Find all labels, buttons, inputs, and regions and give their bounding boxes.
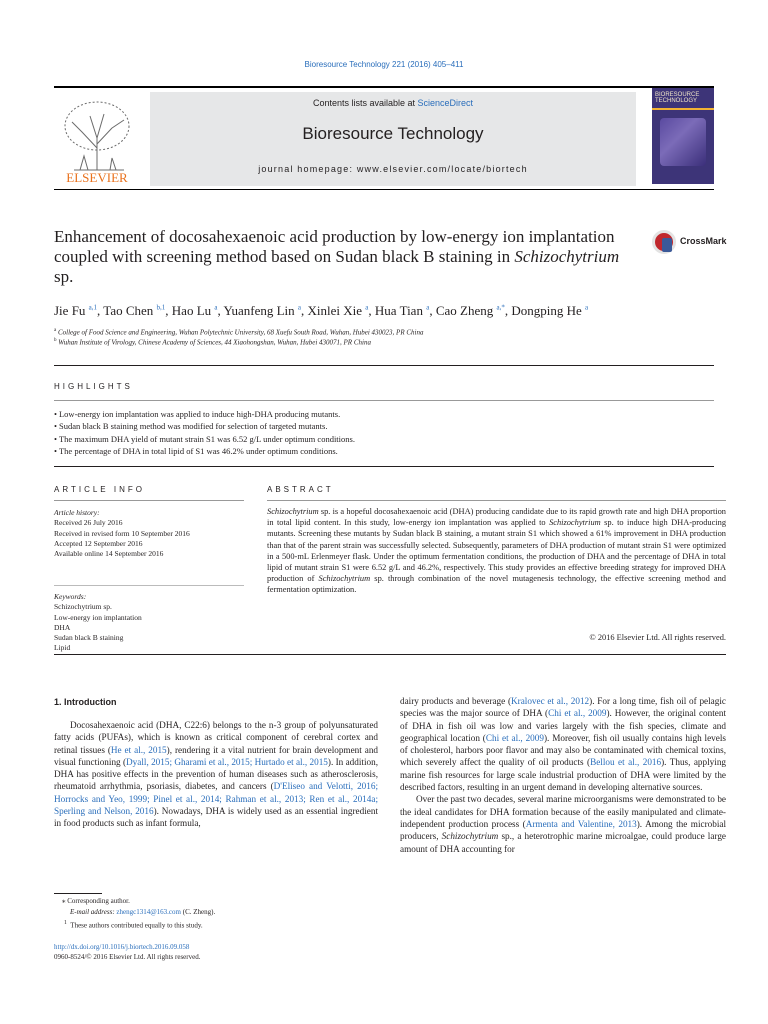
highlight-item: • The maximum DHA yield of mutant strain S1 was 6.52 g/L under optimum conditions. bbox=[54, 433, 714, 445]
keywords-label: Keywords: bbox=[54, 592, 87, 601]
divider bbox=[54, 500, 244, 501]
email-link[interactable]: zhengc1314@163.com bbox=[116, 908, 181, 916]
crossmark-icon bbox=[652, 230, 676, 254]
reference-link[interactable]: D'Eliseo and Velotti, 2016; Horrocks and Yeo, 1999; Pinel et al., 2014; Rahman et al., 2013; Ren et al., 2014a; Sperling and Nelson, 2016 bbox=[54, 781, 378, 817]
body-column-left bbox=[54, 719, 378, 830]
title-species: Schizochytrium bbox=[514, 247, 620, 266]
section-heading-introduction: 1. Introduction bbox=[54, 697, 117, 707]
crossmark-label: CrossMark bbox=[680, 236, 727, 246]
author[interactable]: Dongping He $^a$ bbox=[511, 303, 589, 318]
journal-homepage[interactable]: journal homepage: www.elsevier.com/locate/biortech bbox=[258, 164, 528, 174]
divider bbox=[54, 365, 714, 366]
masthead-banner bbox=[150, 92, 636, 186]
divider bbox=[54, 400, 714, 401]
reference-link[interactable]: Armenta and Valentine, 2013 bbox=[525, 818, 637, 829]
author[interactable]: Cao Zheng $^{a,*}$ bbox=[435, 303, 505, 318]
article-title bbox=[54, 227, 634, 287]
journal-name: Bioresource Technology bbox=[302, 124, 484, 143]
reference-link[interactable]: Kralovec et al., 2012 bbox=[511, 696, 590, 706]
crossmark-badge[interactable] bbox=[652, 230, 732, 258]
paragraph: Docosahexaenoic acid (DHA, C22:6) belongs to the n-3 group of polyunsaturated fatty acids (PUFAs), which is known as critical component of cerebral cortex and retinal tissues (He et al., 2015), rendering it a vital nutrient for brain development and visual functioning (Dyall, 2015; Gharami et al., 2015; Hurtado et al., 2015). In addition, DHA has positive effects in the prevention of human diseases such as atherosclerosis, rheumatoid arrhythmia, psoriasis, diabetes, and cancers (D'Eliseo and Velotti, 2016; Horrocks and Yeo, 1999; Pinel et al., 2014; Rahman et al., 2013; Ren et al., 2014a; Sperling and Nelson, 2016). Nowadays, DHA is widely used as an essential ingredient in food products such as infant formula, bbox=[54, 720, 379, 829]
history-item: Received 26 July 2016 bbox=[54, 518, 123, 528]
journal-citation[interactable]: Bioresource Technology 221 (2016) 405–411 bbox=[304, 60, 464, 69]
paragraph: dairy products and beverage (Kralovec et al., 2012). For a long time, fish oil of pelagic species was the major source of DHA (Chi et al., 2009). However, the original content of DHA in fish oil was low and varies largely with the fish species, climate and geographical location (Chi et al., 2009). Moreover, fish oil usually contains high levels of cholesterol, harbors poor flavor and may also be contaminated with chemical toxins, which severely affect the quality of oil products (Bellou et al., 2016). Thus, applying marine fish resources for large scale industrial production of DHA were limited by the described factors, resulting in an urgent demand in developing alternative sources. bbox=[400, 696, 727, 793]
sciencedirect-link[interactable]: ScienceDirect bbox=[417, 98, 474, 108]
author[interactable]: Hao Lu $^a$ bbox=[171, 303, 218, 318]
highlights-heading: HIGHLIGHTS bbox=[54, 382, 133, 391]
journal-masthead bbox=[54, 86, 714, 190]
cover-stripe bbox=[652, 108, 714, 110]
title-main: Enhancement of docosahexaenoic acid production by low-energy ion implantation coupled with screening method based on Sudan black B staining in bbox=[54, 227, 615, 266]
keyword: Low-energy ion implantation bbox=[54, 612, 142, 622]
contents-line bbox=[150, 98, 636, 108]
article-info-heading: ARTICLE INFO bbox=[54, 485, 145, 494]
cover-art bbox=[660, 118, 706, 166]
keywords bbox=[54, 592, 244, 654]
doi-block bbox=[54, 942, 200, 962]
abstract-copyright: © 2016 Elsevier Ltd. All rights reserved. bbox=[589, 633, 726, 642]
abstract-heading: ABSTRACT bbox=[267, 485, 334, 494]
footnote-equal: $^1$ These authors contributed equally to this study. bbox=[64, 920, 203, 930]
issn-line: 0960-8524/© 2016 Elsevier Ltd. All rights reserved. bbox=[54, 953, 201, 961]
author[interactable]: Hua Tian $^a$ bbox=[374, 303, 430, 318]
author[interactable]: Yuanfeng Lin $^a$ bbox=[223, 303, 302, 318]
reference-link[interactable]: Chi et al., 2009 bbox=[548, 708, 607, 719]
keyword: DHA bbox=[54, 622, 71, 632]
footnote-email: E-mail address: zhengc1314@163.com (C. Zheng). bbox=[70, 908, 216, 916]
highlight-item: • Sudan black B staining method was modified for selection of targeted mutants. bbox=[54, 420, 714, 432]
highlights-list bbox=[54, 408, 714, 458]
author[interactable]: Jie Fu $^{a,1}$ bbox=[54, 303, 98, 318]
affiliation: $^b$ Wuhan Institute of Virology, Chinese Academy of Sciences, 44 Xiaohongshan, Wuhan, Hubei 430071, PR China bbox=[54, 338, 371, 347]
history-item: Received in revised form 10 September 2016 bbox=[54, 528, 190, 538]
history-label: Article history: bbox=[54, 508, 100, 517]
reference-link[interactable]: Chi et al., 2009 bbox=[485, 732, 544, 743]
footnote-corresponding: ⁎ Corresponding author. bbox=[62, 897, 130, 905]
author-list: Jie Fu $^{a,1}$, Tao Chen $^{b,1}$, Hao Lu $^a$, Yuanfeng Lin $^a$, Xinlei Xie $^a$, Hua Tian $^a$, Cao Zheng $^{a,*}$, Dongping He $^a$ bbox=[54, 303, 589, 318]
reference-link[interactable]: Bellou et al., 2016 bbox=[590, 757, 662, 768]
keyword: Lipid bbox=[54, 643, 71, 653]
reference-link[interactable]: Dyall, 2015; Gharami et al., 2015; Hurtado et al., 2015 bbox=[126, 756, 328, 767]
abstract-text: Schizochytrium sp. is a hopeful docosahexaenoic acid (DHA) producing candidate due to its rapid growth rate and high DHA proportion in total lipid content. In this study, low-energy ion implantation was applied to Schizochytrium sp. to induce high DHA-producing mutants. Screening these mutants by Sudan black B staining, a mutant strain S1 which showed a 61% improvement in DHA production than that of the parent strain was successfully selected. Subsequently, parameters of DHA production of mutant strain S1 were optimized in a 500-mL Erlenmeyer flask. Under the optimum fermentation conditions, the production of DHA and the percentage of DHA in total lipid of mutant strain S1 were 6.52 g/L and 46.2%, respectively. This study provides an effective breeding strategy for improved DHA production of Schizochytrium sp. through combination of the novel mutagenesis technology, the effective screening method and fermentation optimization. bbox=[267, 507, 727, 595]
elsevier-logo bbox=[54, 92, 140, 186]
divider bbox=[54, 585, 244, 586]
contents-prefix: Contents lists available at bbox=[312, 98, 418, 108]
svg-text:ELSEVIER: ELSEVIER bbox=[66, 170, 128, 185]
journal-cover-image bbox=[652, 88, 714, 184]
author[interactable]: Xinlei Xie $^a$ bbox=[307, 303, 369, 318]
highlight-item: • The percentage of DHA in total lipid of S1 was 46.2% under optimum conditions. bbox=[54, 445, 714, 457]
article-history bbox=[54, 508, 244, 559]
body-column-right bbox=[400, 695, 726, 855]
title-end: sp. bbox=[54, 267, 74, 286]
doi-link[interactable]: http://dx.doi.org/10.1016/j.biortech.2016.09.058 bbox=[54, 943, 190, 951]
cover-title: BIORESOURCE TECHNOLOGY bbox=[655, 92, 700, 104]
history-item: Available online 14 September 2016 bbox=[54, 549, 164, 559]
reference-link[interactable]: He et al., 2015 bbox=[110, 744, 167, 755]
author[interactable]: Tao Chen $^{b,1}$ bbox=[103, 303, 166, 318]
affiliation: $^a$ College of Food Science and Engineering, Wuhan Polytechnic University, 68 Xuefu South Road, Wuhan, Hubei 430023, PR China bbox=[54, 328, 424, 337]
divider bbox=[267, 500, 726, 501]
divider bbox=[54, 466, 714, 467]
keyword: Schizochytrium sp. bbox=[54, 602, 112, 612]
footnote-divider bbox=[54, 893, 102, 894]
highlight-item: • Low-energy ion implantation was applied to induce high-DHA producing mutants. bbox=[54, 408, 714, 420]
history-item: Accepted 12 September 2016 bbox=[54, 538, 143, 548]
keyword: Sudan black B staining bbox=[54, 633, 124, 643]
divider bbox=[54, 654, 726, 655]
paragraph: Over the past two decades, several marine microorganisms were demonstrated to be the ideal candidates for DHA formation because of the easily manipulated and climate-independent production process (Armenta and Valentine, 2013). Among the microbial producers, Schizochytrium sp., a heterotrophic marine microalgae, could produce large amount of DHA accounting for bbox=[400, 794, 726, 854]
